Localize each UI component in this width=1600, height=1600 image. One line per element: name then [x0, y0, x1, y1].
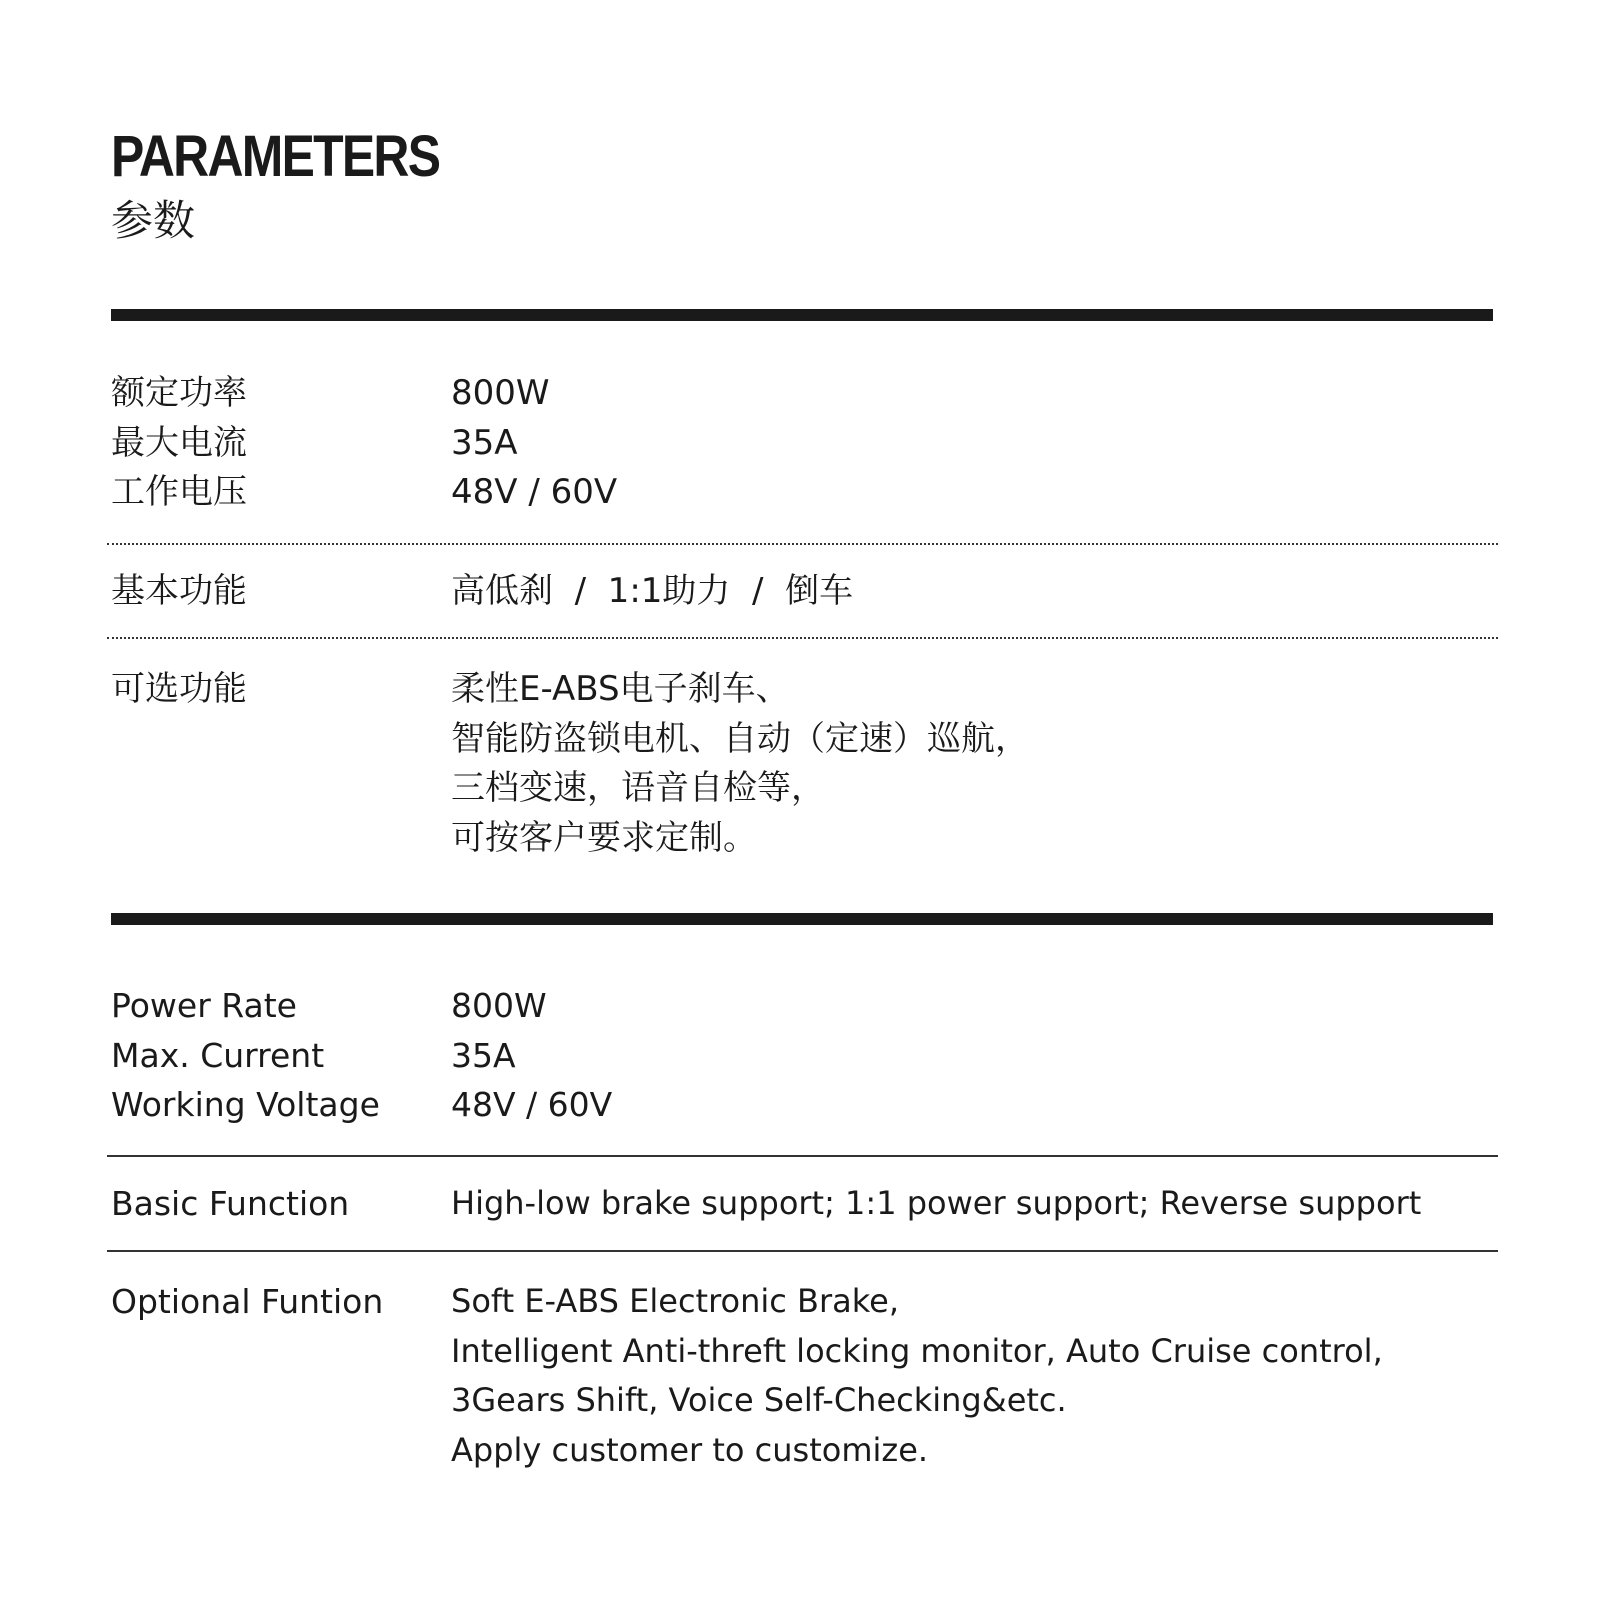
cn-spec-label-voltage: 工作电压 [111, 472, 247, 512]
cn-spec-label-current: 最大电流 [111, 422, 247, 463]
page-subtitle: 参数 [111, 196, 196, 245]
en-divider-1 [107, 1155, 1498, 1157]
cn-spec-value-current: 35A [451, 422, 518, 463]
cn-spec-value-power: 800W [451, 373, 550, 413]
en-basic-value: High-low brake support; 1:1 power support; Reverse support [451, 1184, 1422, 1222]
section-divider-top [111, 309, 1493, 321]
en-spec-value-power: 800W [451, 986, 547, 1025]
section-divider-middle [111, 913, 1493, 925]
cn-dotted-divider-2 [107, 637, 1498, 639]
cn-basic-value: 高低刹 / 1:1助力 / 倒车 [451, 571, 854, 611]
en-spec-labels [111, 981, 380, 1130]
cn-spec-labels [111, 369, 247, 518]
cn-spec-value-voltage: 48V / 60V [451, 472, 618, 512]
page-title: PARAMETERS [111, 124, 440, 189]
en-optional-values [451, 1277, 1383, 1475]
en-optional-label: Optional Funtion [111, 1282, 384, 1321]
en-optional-line: Intelligent Anti-threft locking monitor, Auto Cruise control, [451, 1331, 1383, 1370]
cn-dotted-divider-1 [107, 543, 1498, 545]
cn-optional-line: 柔性E-ABS电子刹车、 [451, 669, 790, 709]
cn-optional-line: 三档变速，语音自检等， [451, 768, 825, 808]
en-spec-values [451, 981, 612, 1130]
en-spec-label-current: Max. Current [111, 1035, 325, 1075]
cn-optional-line: 可按客户要求定制。 [451, 817, 757, 858]
en-spec-value-current: 35A [451, 1035, 516, 1075]
en-spec-label-voltage: Working Voltage [111, 1085, 380, 1124]
cn-optional-values [451, 665, 1029, 863]
en-divider-2 [107, 1250, 1498, 1252]
en-optional-line: 3Gears Shift, Voice Self-Checking&etc. [451, 1381, 1067, 1419]
cn-optional-label: 可选功能 [111, 669, 247, 709]
cn-spec-label-power: 额定功率 [111, 373, 247, 413]
cn-spec-values [451, 369, 617, 518]
en-optional-line: Apply customer to customize. [451, 1430, 929, 1469]
cn-optional-line: 智能防盗锁电机、自动（定速）巡航， [451, 718, 1029, 759]
en-spec-label-power: Power Rate [111, 986, 297, 1025]
en-basic-label: Basic Function [111, 1184, 350, 1223]
en-optional-line: Soft E-ABS Electronic Brake, [451, 1282, 900, 1320]
en-spec-value-voltage: 48V / 60V [451, 1085, 613, 1124]
cn-basic-label: 基本功能 [111, 571, 247, 611]
